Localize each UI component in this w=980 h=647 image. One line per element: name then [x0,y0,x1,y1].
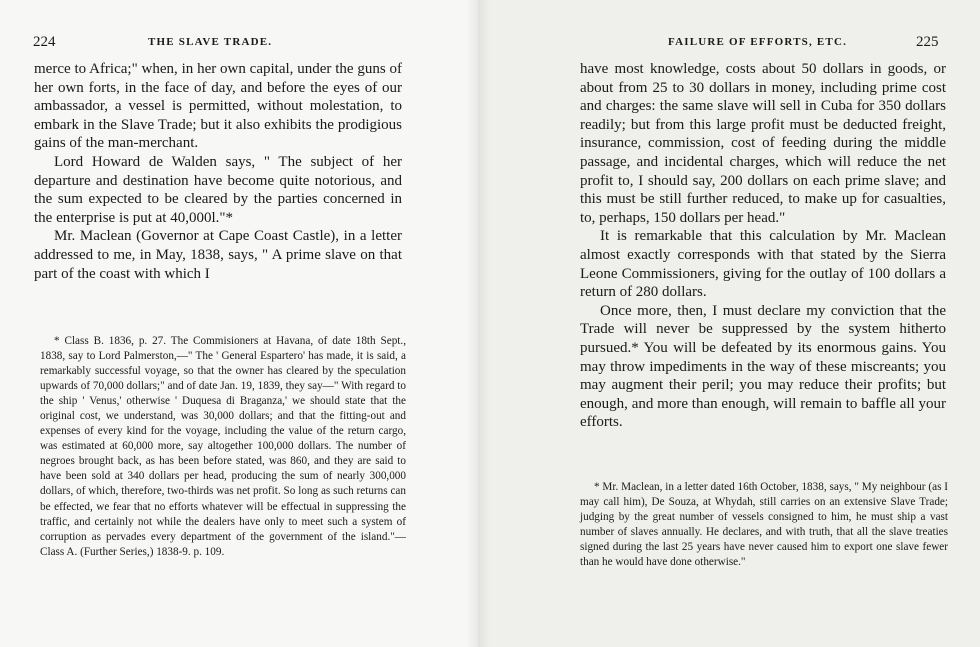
page-number-left: 224 [33,34,56,50]
footnote-text: * Class B. 1836, p. 27. The Commisioners at Havana, of date 18th Sept., 1838, say to Lord Palmerston,—" The ' General Espartero' has made, it is said, a remarkably successful voyage, so that the owner has cleared by the speculation upwards of 70,000 dollars;" and of date Jan. 19, 1839, they say—" With regard to the ship ' Venus,' otherwise ' Duquesa di Braganza,' we should state that the original cost, we understand, was 30,000 dollars; and that the fitting-out and expenses of every kind for the voyage, including the value of the return cargo, was estimated at 60,000 more, say altogether 100,000 dollars. The number of negroes brought back, as has been before stated, was 860, and they are said to have been sold at 340 dollars per head, producing the sum of nearly 300,000 dollars, of which, therefore, two-thirds was net profit. So long as such returns can be effected, we fear that no efforts whatever will be effectual in suppressing the traffic, and certainly not while the dealers have only to meet such a system of corruption as pervades every department of the government of the island."—Class A. (Further Series,) 1838-9. p. 109. [40,335,406,558]
paragraph: Mr. Maclean (Governor at Cape Coast Castle), in a letter addressed to me, in May, 1838, says, " A prime slave on that part of the coast with which I [34,228,402,282]
right-body-text [580,60,946,432]
page-number-right: 225 [916,34,939,50]
running-head-left: THE SLAVE TRADE. [148,36,273,48]
left-page [0,0,478,647]
paragraph: It is remarkable that this calculation by Mr. Maclean almost exactly corresponds with that stated by the Sierra Leone Commissioners, giving for the outlay of 100 dollars a return of 280 dollars. [580,228,946,301]
running-head-right: FAILURE OF EFFORTS, ETC. [668,36,848,48]
paragraph: Once more, then, I must declare my conviction that the Trade will never be suppressed by the system hitherto pursued.* You will be defeated by its enormous gains. You may throw impediments in the way of these miscreants; you may augment their peril; you may reduce their profits; but enough, and more than enough, will remain to baffle all your efforts. [580,302,946,431]
right-page [478,0,980,647]
paragraph: merce to Africa;" when, in her own capital, under the guns of her own forts, in the face of day, and before the eyes of our ambassador, a vessel is permitted, without molestation, to embark in the Slave Trade; but it also exhibits the prodigious gains of the man-merchant. [34,61,402,152]
paragraph: Lord Howard de Walden says, " The subject of her departure and destination have become quite notorious, and the sum expected to be cleared by the parties concerned in the enterprise is put at 40,000l."* [34,153,402,226]
footnote-right [580,480,948,570]
footnote-left [40,334,406,560]
book-gutter [466,0,490,647]
left-body-text [34,60,402,283]
paragraph: have most knowledge, costs about 50 dollars in goods, or about from 25 to 30 dollars in money, including prime cost and charges: the same slave will sell in Cuba for 350 dollars readily; but from this large profit must be deducted freight, insurance, commission, cost of feeding during the middle passage, and incidental charges, which will reduce the net profit to, I should say, 200 dollars on each prime slave; and this must be still further reduced, to make up for casualties, to, perhaps, 150 dollars per head." [580,61,946,226]
footnote-text: * Mr. Maclean, in a letter dated 16th October, 1838, says, " My neighbour (as I may call him), De Souza, at Whydah, still carries on an extensive Slave Trade; judging by the great number of vessels consigned to him, he must ship a vast number of slaves annually. He declares, and with truth, that all the slave treaties signed during the last 25 years have never caused him to export one slave fewer than he would have done otherwise." [580,481,948,569]
